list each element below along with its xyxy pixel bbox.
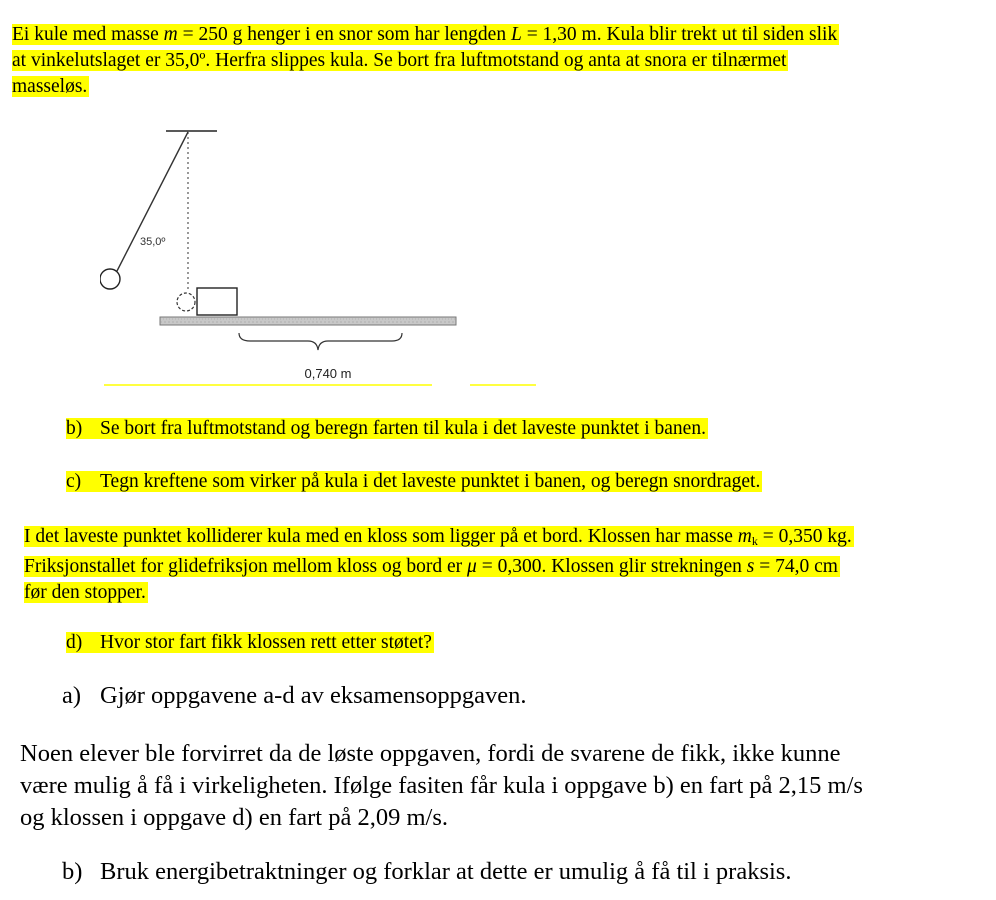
table-surface — [160, 317, 456, 325]
question-b-text: Se bort fra luftmotstand og beregn farten til kula i det laveste punktet i banen. — [100, 418, 706, 439]
intro-paragraph — [12, 22, 839, 100]
task-a — [62, 680, 527, 712]
intro-line-1: Ei kule med masse m = 250 g henger i en snor som har lengden L = 1,30 m. Kula blir trekt ut til siden slik — [12, 24, 838, 45]
task-b — [62, 856, 791, 888]
collision-paragraph — [24, 524, 854, 606]
pendulum-figure — [100, 122, 540, 392]
distance-brace — [239, 333, 402, 350]
question-d — [66, 630, 434, 656]
paragraph-line-3: og klossen i oppgave d) en fart på 2,09 m/s. — [20, 804, 448, 831]
task-a-label: a) — [62, 682, 82, 709]
ball-lowest-point-dashed — [177, 293, 195, 311]
pendulum-string — [117, 132, 188, 271]
task-b-text: Bruk energibetraktninger og forklar at dette er umulig å få til i praksis. — [100, 858, 792, 885]
task-paragraph — [20, 738, 863, 834]
paragraph-line-1: Noen elever ble forvirret da de løste oppgaven, fordi de svarene de fikk, ikke kunne — [20, 740, 841, 767]
question-c — [66, 469, 762, 495]
intro-line-3: masseløs. — [12, 76, 88, 97]
question-c-label: c) — [66, 471, 82, 492]
question-b — [66, 416, 708, 442]
collision-line-2: Friksjonstallet for glidefriksjon mellom kloss og bord er μ = 0,300. Klossen glir strekningen s = 74,0 cm — [24, 556, 838, 577]
task-b-label: b) — [62, 858, 83, 885]
angle-label: 35,0º — [140, 236, 166, 248]
pendulum-ball — [100, 269, 120, 289]
paragraph-line-2: være mulig å få i virkeligheten. Ifølge fasiten får kula i oppgave b) en fart på 2,15 m/s — [20, 772, 863, 799]
question-b-label: b) — [66, 418, 83, 439]
question-c-text: Tegn kreftene som virker på kula i det laveste punktet i banen, og beregn snordraget. — [100, 471, 761, 492]
question-d-label: d) — [66, 632, 83, 653]
distance-label: 0,740 m — [304, 366, 352, 381]
collision-line-3: før den stopper. — [24, 582, 146, 603]
question-d-text: Hvor stor fart fikk klossen rett etter støtet? — [100, 632, 432, 653]
block-kloss — [197, 288, 237, 315]
collision-line-1: I det laveste punktet kolliderer kula med en kloss som ligger på et bord. Klossen har masse $m_k = 0,350$ kg. — [24, 526, 852, 548]
task-a-text: Gjør oppgavene a-d av eksamensoppgaven. — [100, 682, 527, 709]
intro-line-2: at vinkelutslaget er 35,0º. Herfra slippes kula. Se bort fra luftmotstand og anta at snora er tilnærmet — [12, 50, 787, 71]
